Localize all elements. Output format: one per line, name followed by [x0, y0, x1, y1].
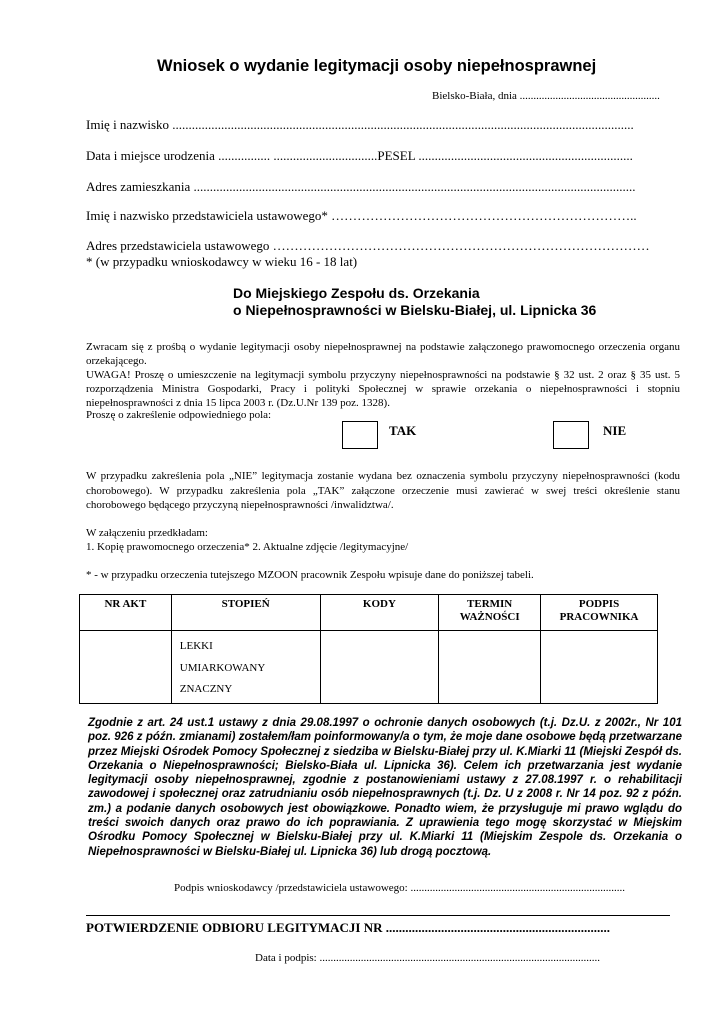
attachments-heading: W załączeniu przedkładam: — [86, 527, 208, 539]
applicant-signature-line[interactable]: Podpis wnioskodawcy /przedstawiciela ustawowego: .............................................................................. — [174, 882, 625, 894]
age-footnote: * (w przypadku wnioskodawcy w wieku 16 - 18 lat) — [86, 254, 358, 269]
mark-instruction: Proszę o zakreślenie odpowiedniego pola: — [86, 409, 272, 421]
request-text: Zwracam się z prośbą o wydanie legitymacji osoby niepełnosprawnej na podstawie załączonego prawomocnego orzeczenia organu orzekającego. — [86, 341, 680, 367]
cell-termin[interactable] — [439, 631, 541, 704]
checkbox-yes[interactable] — [342, 421, 378, 449]
attachments-note: * - w przypadku orzeczenia tutejszego MZOON pracownik Zespołu wpisuje dane do poniższej tabeli. — [86, 569, 534, 581]
gdpr-clause: Zgodnie z art. 24 ust.1 ustawy z dnia 29.08.1997 o ochronie danych osobowych (t.j. Dz.U. z 2002r., Nr 101 poz. 926 z późn. zmianami) zostałem/łam poinformowany/a o tym, że moje dane osobowe będą przetwarzane przez Miejski Ośrodek Pomocy Społecznej z siedziba w Bielsku-Białej przy ul. K.Miarki 11 (Miejski Zespół ds. Orzekania o Niepełnosprawności; Bielsko-Biała ul. Lipnicka 36). Celem ich przetwarzania jest wydanie legitymacji osoby niepełnosprawnej, zgodnie z postanowieniami ustawy z 27.08.1997 r. o rehabilitacji zawodowej i społecznej oraz zatrudnianiu osób niepełnosprawnych (t.j. Dz. U z 2008 r. Nr 14 poz. 92 z późn. zm.) a podanie danych osobowych jest obowiązkowe. Ponadto wiem, że przysługuje mi prawo wglądu do treści swoich danych oraz prawo do ich poprawiania. Z uprawienia tego mogę skorzystać w Miejskim Ośrodku Pomocy Społecznej w Bielsku-Białej przy ul. K.Miarki 11 (Miejskim Zespole ds. Orzekania o Niepełnosprawności w Bielsku-Białej ul. Lipnicka 36) lub drogą pocztową. — [88, 717, 682, 858]
checkbox-no[interactable] — [553, 421, 589, 449]
address-field[interactable]: Adres zamieszkania ........................................................................................................................................ — [86, 179, 636, 194]
date-signature-line[interactable]: Data i podpis: ...................................................................................................... — [255, 952, 600, 964]
place-date[interactable]: Bielsko-Biała, dnia ................................................... — [432, 90, 660, 102]
option-no-label: NIE — [603, 423, 627, 438]
degree-umiarkowany: UMIARKOWANY — [179, 661, 266, 674]
representative-address-field[interactable]: Adres przedstawiciela ustawowego …………………………………………………………………………… — [86, 238, 650, 253]
warning-text: UWAGA! Proszę o umieszczenie na legitymacji symbolu przyczyny niepełnosprawności na podstawie § 32 ust. 2 oraz § 35 ust. 5 rozporządzenia Ministra Gospodarki, Pracy i polityki Społecznej w sprawie orzekania o niepełnosprawności i stopniu niepełnosprawności z dnia 15 lipca 2003 r. (Dz.U.Nr 139 poz. 1328). — [86, 369, 680, 409]
header-podpis: PODPIS PRACOWNIKA — [541, 595, 658, 631]
cell-podpis[interactable] — [541, 631, 658, 704]
addressee-line-2: o Niepełnosprawności w Bielsku-Białej, ul. Lipnicka 36 — [233, 302, 597, 318]
option-yes-label: TAK — [389, 423, 417, 438]
cell-stopien[interactable] — [171, 631, 320, 704]
receipt-confirmation[interactable]: POTWIERDZENIE ODBIORU LEGITYMACJI NR ..................................................................... — [86, 920, 611, 935]
header-stopien: STOPIEŃ — [171, 595, 320, 631]
representative-name-field[interactable]: Imię i nazwisko przedstawiciela ustawowego* …………………………………………………………….. — [86, 208, 637, 223]
registry-table — [79, 594, 658, 704]
birth-pesel-field[interactable]: Data i miejsce urodzenia ................ ................................PESEL .................................................................. — [86, 148, 633, 163]
header-nr-akt: NR AKT — [80, 595, 172, 631]
header-termin: TERMIN WAŻNOŚCI — [439, 595, 541, 631]
case-explanation: W przypadku zakreślenia pola „NIE” legitymacja zostanie wydana bez oznaczenia symbolu przyczyny niepełnosprawności (kodu chorobowego). W przypadku zakreślenia pola „TAK” załączone orzeczenie musi zawierać w swej treści określenie stanu chorobowego będącego przyczyną niepełnosprawności /inwalidztwa/. — [86, 470, 680, 511]
cell-kody[interactable] — [320, 631, 439, 704]
page-title: Wniosek o wydanie legitymacji osoby niepełnosprawnej — [157, 57, 597, 75]
degree-lekki: LEKKI — [179, 640, 213, 652]
name-field[interactable]: Imię i nazwisko .............................................................................................................................................. — [86, 117, 634, 132]
attachments-list: 1. Kopię prawomocnego orzeczenia* 2. Aktualne zdjęcie /legitymacyjne/ — [86, 541, 409, 553]
divider — [86, 915, 670, 916]
addressee-line-1: Do Miejskiego Zespołu ds. Orzekania — [233, 285, 480, 301]
cell-nr-akt[interactable] — [80, 631, 172, 704]
header-kody: KODY — [320, 595, 439, 631]
degree-znaczny: ZNACZNY — [179, 683, 233, 695]
